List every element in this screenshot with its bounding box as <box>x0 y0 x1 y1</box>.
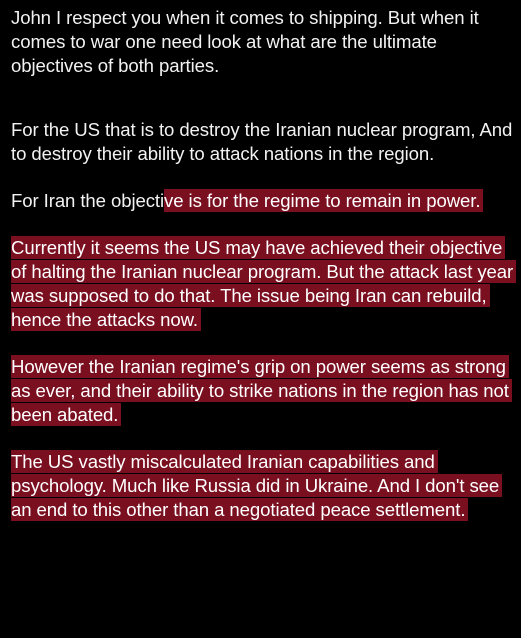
paragraph-2-text: For the US that is to destroy the Iranian nuclear program, And to destroy their ability to attack nations in the region. <box>11 119 513 164</box>
comment-paragraph-4 <box>11 236 517 332</box>
comment-body <box>11 6 517 522</box>
comment-paragraph-6 <box>11 450 517 522</box>
paragraph-6-selection-highlight: The US vastly miscalculated Iranian capabilities and psychology. Much like Russia did in Ukraine. And I don't see an end to this other than a negotiated peace settlement. <box>11 450 502 521</box>
paragraph-3-selection-highlight: ve is for the regime to remain in power. <box>164 189 483 212</box>
comment-paragraph-3 <box>11 189 517 213</box>
comment-paragraph-2 <box>11 118 517 166</box>
paragraph-5-selection-highlight: However the Iranian regime's grip on power seems as strong as ever, and their ability to strike nations in the region has not been abated. <box>11 355 512 426</box>
paragraph-4-selection-highlight: Currently it seems the US may have achieved their objective of halting the Iranian nuclear program. But the attack last year was supposed to do that. The issue being Iran can rebuild, hence the attacks now. <box>11 236 516 331</box>
paragraph-1-text: John I respect you when it comes to shipping. But when it comes to war one need look at what are the ultimate objectives of both parties. <box>11 7 479 76</box>
comment-paragraph-5 <box>11 355 517 427</box>
comment-paragraph-1 <box>11 6 517 78</box>
paragraph-3-text: For Iran the objecti <box>11 190 165 211</box>
